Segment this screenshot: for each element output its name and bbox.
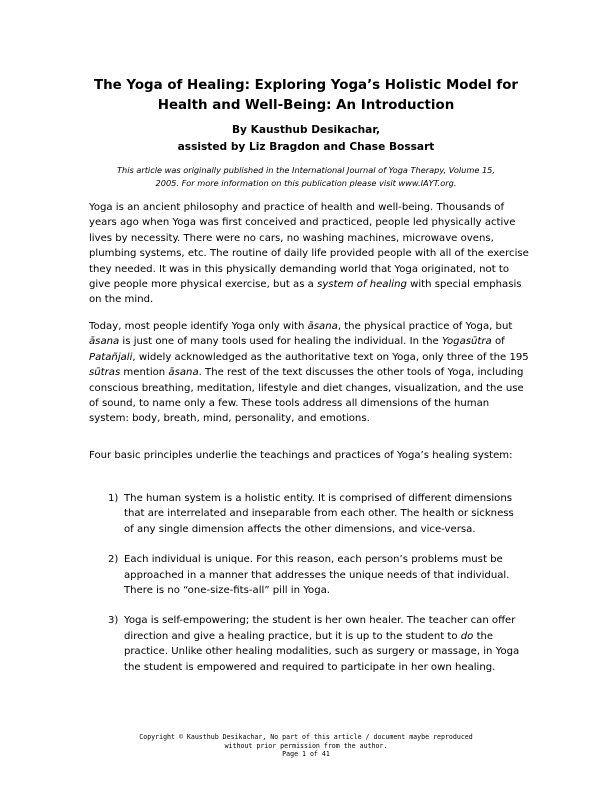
list-item <box>108 613 526 675</box>
paragraph-2 <box>89 319 529 427</box>
paragraph-3: Four basic principles underlie the teachings and practices of Yoga’s healing system: <box>89 450 513 461</box>
page-number: Page 1 of 41 <box>282 750 330 759</box>
author-line-1: By Kausthub Desikachar, <box>231 124 381 136</box>
list-item-number: 2) <box>108 554 119 566</box>
list-item-number: 1) <box>108 493 119 504</box>
paragraph-2-term-asana-2: āsana <box>89 336 120 348</box>
title-line-2: Health and Well-Being: An Introduction <box>157 98 455 113</box>
page-footer <box>100 733 512 759</box>
list-item-number: 3) <box>108 615 119 627</box>
paragraph-2-text-c: , the physical practice of Yoga, but <box>337 321 513 332</box>
paragraph-1-emphasis: system of healing <box>317 279 407 291</box>
title-line-1: The Yoga of Healing: Exploring Yoga’s Holistic Model for <box>93 78 519 93</box>
paragraph-2-term-asana-3: āsana <box>168 367 199 379</box>
list-item <box>108 491 526 537</box>
paragraph-2-term-yogasutra: Yogasūtra <box>441 336 492 348</box>
list-item <box>108 552 526 598</box>
document-title <box>60 76 552 116</box>
list-item-text-c: the practice. Unlike other healing modalities, such as surgery or massage, in Yoga the student is empowered and required to participate in her own healing. <box>124 630 520 673</box>
paragraph-2-text-e: is just one of many tools used for healing the individual. In the <box>119 336 442 348</box>
author-credits <box>60 122 552 156</box>
publication-note <box>70 164 542 190</box>
paragraph-1-text-a: Yoga is an ancient philosophy and practice of health and well-being. Thousands of years ago when Yoga was first conceived and practiced, people led physically active lives by necessity. There were no cars, no washing machines, microwave ovens, plumbing systems, etc. The routine of daily life provided people with all of the exercise they needed. It was in this physically demanding world that Yoga originated, not to give people more physical exercise, but as a <box>89 202 529 291</box>
paragraph-1-text-c: with special emphasis on the mind. <box>89 279 522 306</box>
permission-line: without prior permission from the author. <box>224 741 388 750</box>
paragraph-2-text-k: mention <box>120 367 169 379</box>
principles-list <box>108 491 526 690</box>
paragraph-2-term-asana-1: āsana <box>307 321 338 332</box>
list-item-text: Each individual is unique. For this reason, each person’s problems must be approached in a manner that addresses the unique needs of that individual. There is no “one-size-fits-all” pill in Yoga. <box>124 554 510 597</box>
author-line-2: assisted by Liz Bragdon and Chase Bossart <box>177 141 435 153</box>
note-line-1: This article was originally published in the International Journal of Yoga Therapy, Volume 15, <box>117 165 495 175</box>
list-item-text: The human system is a holistic entity. It is comprised of different dimensions that are interrelated and inseparable from each other. The health or sickness of any single dimension affects the other dimensions, and vice-versa. <box>124 493 514 535</box>
paragraph-1 <box>89 200 529 308</box>
paragraph-2-text-m: . The rest of the text discusses the other tools of Yoga, including conscious breathing, meditation, lifestyle and diet changes, visualization, and the use of sound, to name only a few. These tools address all dimensions of the human system: body, breath, mind, personality, and emotions. <box>89 367 524 425</box>
list-item-text-a: Yoga is self-empowering; the student is her own healer. The teacher can offer direction and give a healing practice, but it is up to the student to <box>124 615 516 642</box>
copyright-line: Copyright © Kausthub Desikachar, No part of this article / document maybe reproduced <box>139 733 473 741</box>
paragraph-2-text-i: , widely acknowledged as the authoritative text on Yoga, only three of the 195 <box>132 351 529 363</box>
note-line-2: 2005. For more information on this publication please visit www.IAYT.org. <box>155 178 457 188</box>
paragraph-2-term-patanjali: Patañjali <box>89 351 133 363</box>
list-item-text <box>124 615 519 672</box>
list-item-emphasis-do: do <box>460 630 474 642</box>
paragraph-2-term-sutras: sūtras <box>89 367 121 379</box>
paragraph-2-text-a: Today, most people identify Yoga only with <box>89 321 308 332</box>
paragraph-2-text-g: of <box>491 336 505 348</box>
